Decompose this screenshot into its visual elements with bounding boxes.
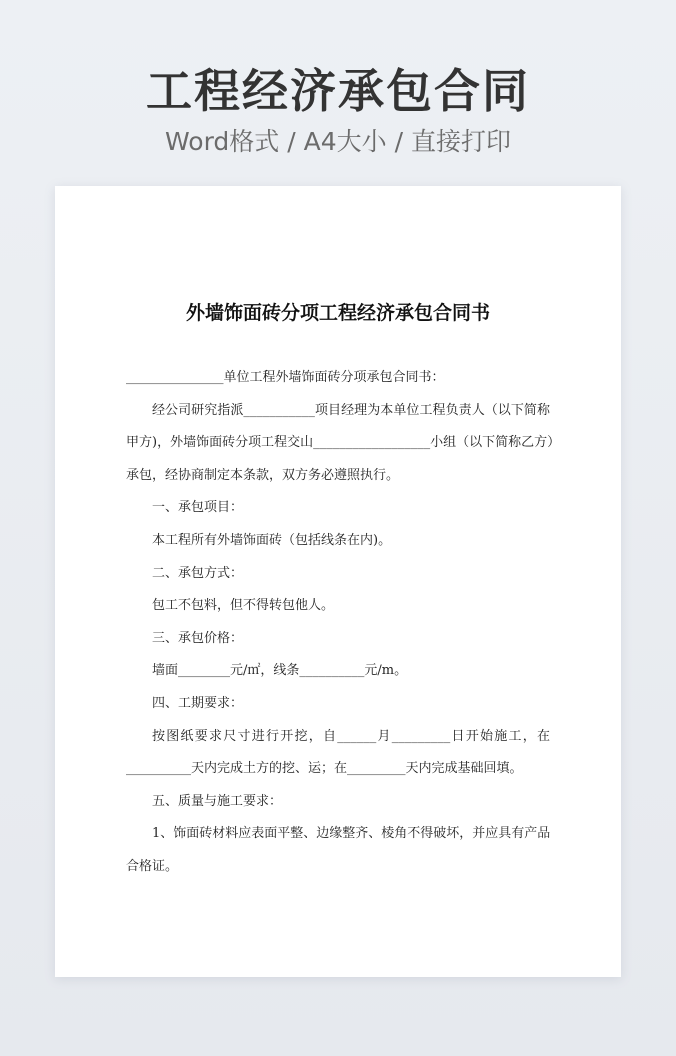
body-line: 经公司研究指派___________项目经理为本单位工程负责人（以下简称	[152, 402, 550, 418]
section-heading: 四、工期要求：	[152, 695, 244, 711]
page-subtitle: Word格式 / A4大小 / 直接打印	[165, 127, 511, 156]
document-body	[126, 362, 561, 884]
body-line: 按图纸要求尺寸进行开挖，自______月_________日开始施工，在	[152, 728, 550, 744]
section-heading: 二、承包方式：	[152, 565, 244, 581]
page-header	[0, 62, 676, 158]
page-title: 工程经济承包合同	[146, 64, 530, 118]
section-heading: 三、承包价格：	[152, 630, 244, 646]
body-line: 墙面________元/㎡，线条__________元/m。	[152, 663, 408, 679]
body-line: 包工不包料，但不得转包他人。	[152, 598, 335, 614]
body-line: 本工程所有外墙饰面砖（包括线条在内)。	[152, 532, 392, 548]
body-line: 1、饰面砖材料应表面平整、边缘整齐、棱角不得破坏，并应具有产品	[152, 826, 551, 842]
body-line: __________天内完成土方的挖、运；在_________天内完成基础回填。	[126, 761, 523, 777]
section-heading: 五、质量与施工要求：	[152, 793, 283, 809]
body-line: _______________单位工程外墙饰面砖分项承包合同书：	[126, 370, 445, 385]
document-page	[55, 186, 621, 977]
body-line: 合格证。	[126, 858, 179, 874]
document-title: 外墙饰面砖分项工程经济承包合同书	[185, 302, 490, 324]
body-line: 甲方)，外墙饰面砖分项工程交山__________________小组（以下简称乙方）	[126, 435, 561, 451]
section-heading: 一、承包项目：	[152, 500, 244, 516]
body-line: 承包，经协商制定本条款，双方务必遵照执行。	[126, 467, 400, 483]
